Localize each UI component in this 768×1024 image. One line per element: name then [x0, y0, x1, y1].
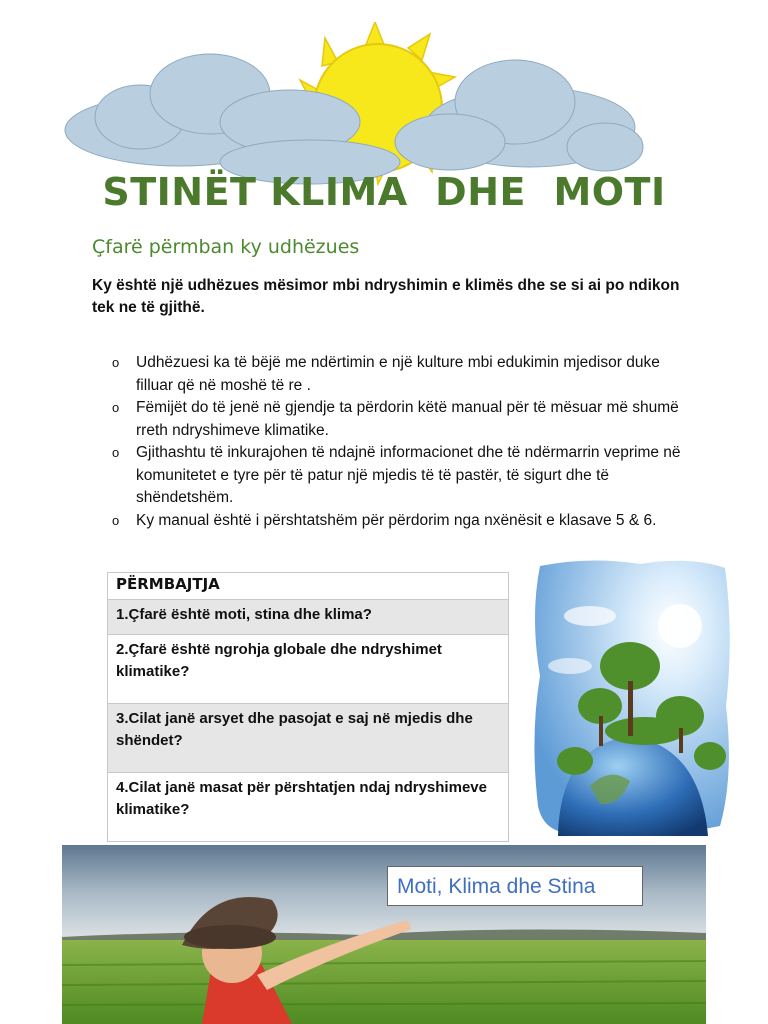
- list-item: o Udhëzuesi ka të bëjë me ndërtimin e një kulture mbi edukimin mjedisor duke filluar që në moshë të re .: [112, 354, 660, 394]
- bullet-marker: o: [112, 355, 120, 370]
- list-item: o Ky manual është i përshtatshëm për përdorim nga nxënësit e klasave 5 & 6.: [112, 510, 692, 533]
- earth-trees-image: [530, 556, 734, 840]
- intro-paragraph: Ky është një udhëzues mësimor mbi ndryshimin e klimës dhe se si ai po ndikon tek ne të gjithë.: [92, 277, 680, 316]
- list-item: o Gjithashtu të inkurajohen të ndajnë informacionet dhe të ndërmarrin veprime në komunitetet e tyre për të patur një mjedis të të pastër, të sigurt dhe të shëndetshëm.: [112, 444, 681, 506]
- list-item: o Fëmijët do të jenë në gjendje ta përdorin këtë manual për të mësuar më shumë rreth ndryshimeve klimatike.: [112, 399, 679, 439]
- contents-table: [107, 572, 509, 842]
- bullet-marker: o: [112, 400, 120, 415]
- contents-item: 2.Çfarë është ngrohja globale dhe ndryshimet klimatike?: [108, 635, 509, 704]
- contents-heading: PËRMBAJTJA: [108, 573, 509, 600]
- bullet-marker: o: [112, 445, 120, 460]
- page-title: STINËT KLIMA DHE MOTI: [102, 170, 666, 214]
- contents-item: 3.Cilat janë arsyet dhe pasojat e saj në mjedis dhe shëndet?: [108, 704, 509, 773]
- contents-item: 1.Çfarë është moti, stina dhe klima?: [108, 600, 509, 635]
- bullet-list: [112, 352, 692, 532]
- section-subtitle: Çfarë përmban ky udhëzues: [92, 236, 360, 258]
- contents-item: 4.Cilat janë masat për përshtatjen ndaj ndryshimeve klimatike?: [108, 773, 509, 842]
- bullet-marker: o: [112, 512, 120, 528]
- photo-caption-box: Moti, Klima dhe Stina: [387, 866, 643, 906]
